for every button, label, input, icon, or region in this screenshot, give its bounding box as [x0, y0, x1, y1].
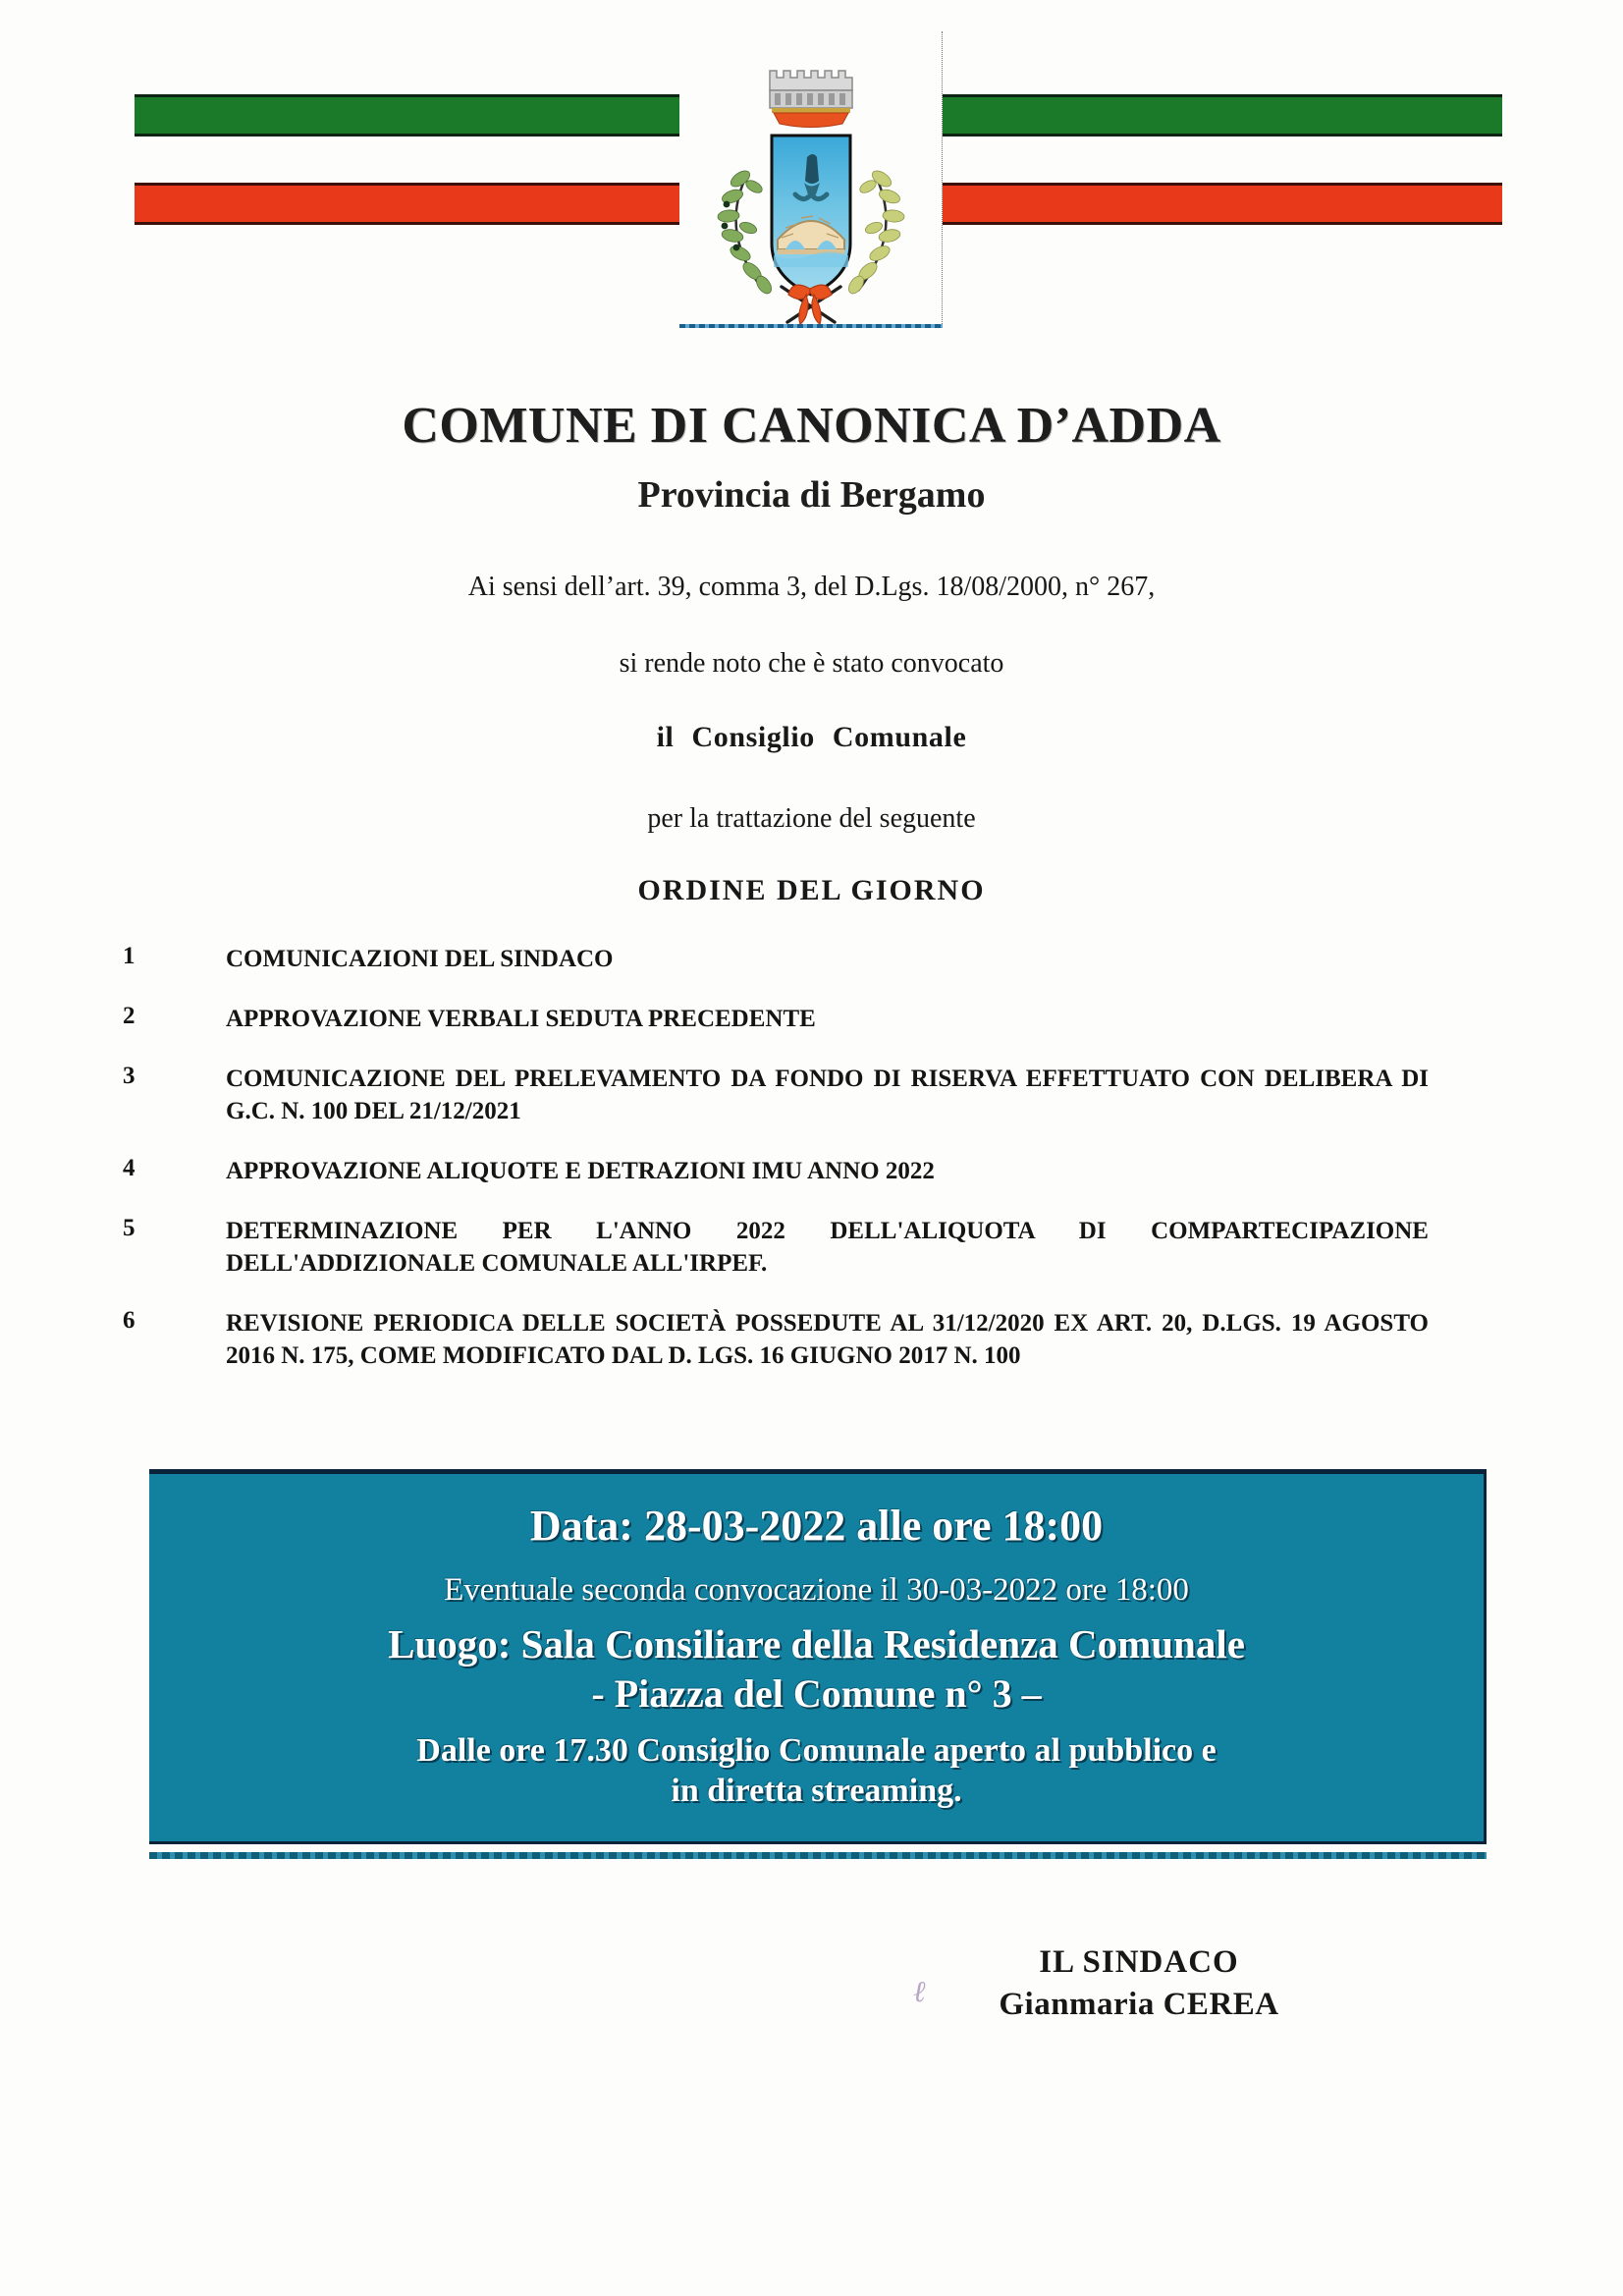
page-subtitle: Provincia di Bergamo — [637, 474, 986, 516]
agenda-item-text: APPROVAZIONE VERBALI SEDUTA PRECEDENTE — [226, 1006, 816, 1032]
notice-text: si rende noto che è stato convocato — [619, 648, 1004, 679]
agenda-item-number: 5 — [123, 1215, 135, 1241]
treatment-text: per la trattazione del seguente — [647, 803, 976, 834]
tricolor-bar-left — [135, 0, 679, 363]
green-stripe-right — [943, 94, 1502, 137]
red-stripe-left — [135, 183, 679, 225]
list-item — [123, 1003, 1429, 1035]
signature-name: Gianmaria CEREA — [999, 1987, 1279, 2022]
page-title: COMUNE DI CANONICA D’ADDA — [402, 398, 1221, 454]
meeting-address-line: - Piazza del Comune n° 3 – — [591, 1670, 1042, 1716]
agenda-item-number: 6 — [123, 1307, 135, 1334]
info-box-bottom-rule — [149, 1852, 1487, 1859]
agenda-item-text: DETERMINAZIONE PER L'ANNO 2022 DELL'ALIQUOTA DI COMPARTECIPAZIONE DELL'ADDIZIONALE COMUNALE ALL'IRPEF. — [226, 1218, 1429, 1277]
header-band — [0, 0, 1623, 363]
list-item — [123, 1215, 1429, 1280]
list-item — [123, 1063, 1429, 1127]
agenda-heading: ORDINE DEL GIORNO — [637, 874, 986, 906]
handwritten-mark: ℓ — [913, 1976, 926, 2008]
agenda-item-text: REVISIONE PERIODICA DELLE SOCIETÀ POSSEDUTE AL 31/12/2020 EX ART. 20, D.LGS. 19 AGOSTO 2016 N. 175, COME MODIFICATO DAL D. LGS. 16 GIUGNO 2017 N. 100 — [226, 1310, 1429, 1369]
red-stripe-right — [943, 183, 1502, 225]
crest-underline — [679, 324, 943, 328]
meeting-date-line: Data: 28-03-2022 alle ore 18:00 — [529, 1502, 1104, 1550]
meeting-details-box — [149, 1469, 1487, 1844]
list-item — [123, 943, 1429, 975]
streaming-line: in diretta streaming. — [671, 1773, 962, 1810]
council-word-comunale: Comunale — [832, 721, 967, 753]
agenda-item-text: COMUNICAZIONI DEL SINDACO — [226, 946, 614, 972]
meeting-place-line: Luogo: Sala Consiliare della Residenza Comunale — [388, 1620, 1245, 1667]
list-item — [123, 1307, 1429, 1372]
second-call-line: Eventuale seconda convocazione il 30-03-2022 ore 18:00 — [444, 1571, 1189, 1608]
tricolor-bar-right — [943, 0, 1502, 363]
agenda-item-text: COMUNICAZIONE DEL PRELEVAMENTO DA FONDO DI RISERVA EFFETTUATO CON DELIBERA DI G.C. N. 100 DEL 21/12/2021 — [226, 1066, 1429, 1124]
agenda-item-number: 4 — [123, 1155, 135, 1181]
agenda-item-number: 2 — [123, 1003, 135, 1029]
council-word-consiglio: Consiglio — [691, 721, 815, 753]
list-item — [123, 1155, 1429, 1187]
agenda-item-number: 3 — [123, 1063, 135, 1089]
agenda-item-number: 1 — [123, 943, 135, 969]
coat-of-arms-container — [679, 31, 943, 326]
council-convened-text — [0, 721, 1623, 754]
green-stripe-left — [135, 94, 679, 137]
public-access-line: Dalle ore 17.30 Consiglio Comunale aperto al pubblico e — [416, 1731, 1217, 1769]
signature-block — [884, 1944, 1394, 2023]
agenda-list — [123, 943, 1429, 1399]
coat-of-arms-icon — [679, 31, 941, 324]
council-word-il: il — [656, 721, 675, 753]
agenda-item-text: APPROVAZIONE ALIQUOTE E DETRAZIONI IMU ANNO 2022 — [226, 1158, 935, 1184]
signature-role: IL SINDACO — [1039, 1944, 1239, 1980]
meeting-details-panel — [149, 1469, 1487, 1859]
law-reference-text: Ai sensi dell’art. 39, comma 3, del D.Lgs. 18/08/2000, n° 267, — [467, 572, 1156, 602]
